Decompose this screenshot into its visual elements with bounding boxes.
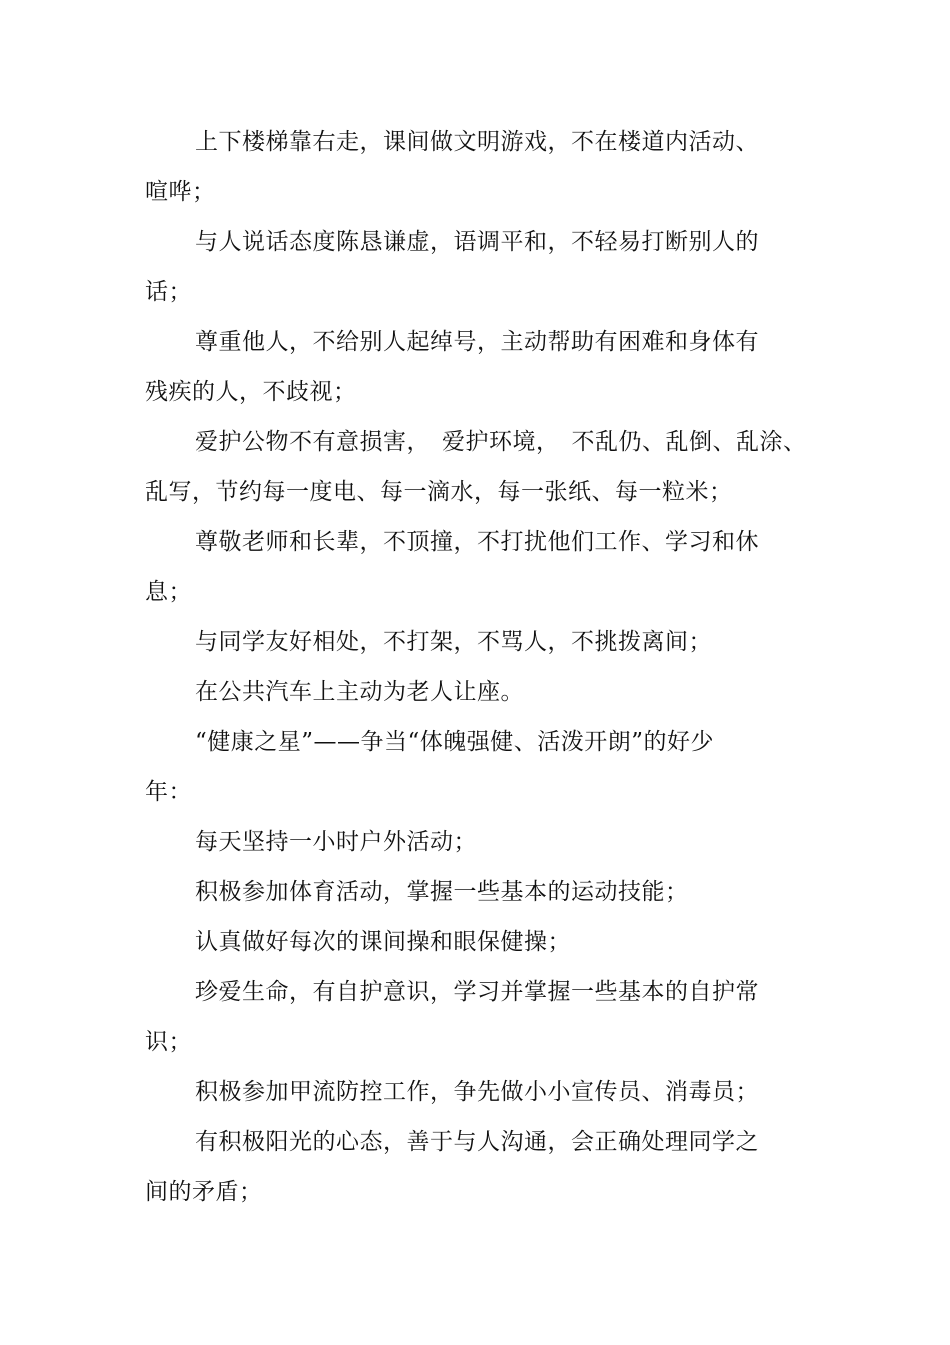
text-line: 息；	[145, 579, 192, 605]
section-heading: 年：	[145, 779, 192, 805]
text-line: 间的矛盾；	[145, 1179, 263, 1205]
text-line: 乱写，节约每一度电、每一滴水，每一张纸、每一粒米；	[145, 479, 733, 505]
section-heading: “健康之星”——争当“体魄强健、活泼开朗”的好少	[195, 729, 715, 755]
text-line: 在公共汽车上主动为老人让座。	[195, 679, 524, 705]
text-line: 珍爱生命，有自护意识，学习并掌握一些基本的自护常	[195, 979, 759, 1005]
text-line: 爱护公物不有意损害， 爱护环境， 不乱仍、乱倒、乱涂、	[195, 429, 807, 455]
text-line: 识；	[145, 1029, 192, 1055]
text-line: 上下楼梯靠右走，课间做文明游戏，不在楼道内活动、	[195, 129, 759, 155]
text-line: 每天坚持一小时户外活动；	[195, 829, 477, 855]
text-line: 积极参加体育活动，掌握一些基本的运动技能；	[195, 879, 689, 905]
text-line: 积极参加甲流防控工作，争先做小小宣传员、消毒员；	[195, 1079, 759, 1105]
text-line: 认真做好每次的课间操和眼保健操；	[195, 929, 571, 955]
text-line: 喧哗；	[145, 179, 216, 205]
text-line: 残疾的人，不歧视；	[145, 379, 357, 405]
text-line: 尊重他人，不给别人起绰号，主动帮助有困难和身体有	[195, 329, 759, 355]
text-line: 有积极阳光的心态，善于与人沟通，会正确处理同学之	[195, 1129, 759, 1155]
text-line: 话；	[145, 279, 192, 305]
text-line: 与同学友好相处，不打架，不骂人，不挑拨离间；	[195, 629, 712, 655]
text-line: 尊敬老师和长辈，不顶撞，不打扰他们工作、学习和休	[195, 529, 759, 555]
text-line: 与人说话态度陈恳谦虚，语调平和，不轻易打断别人的	[195, 229, 759, 255]
